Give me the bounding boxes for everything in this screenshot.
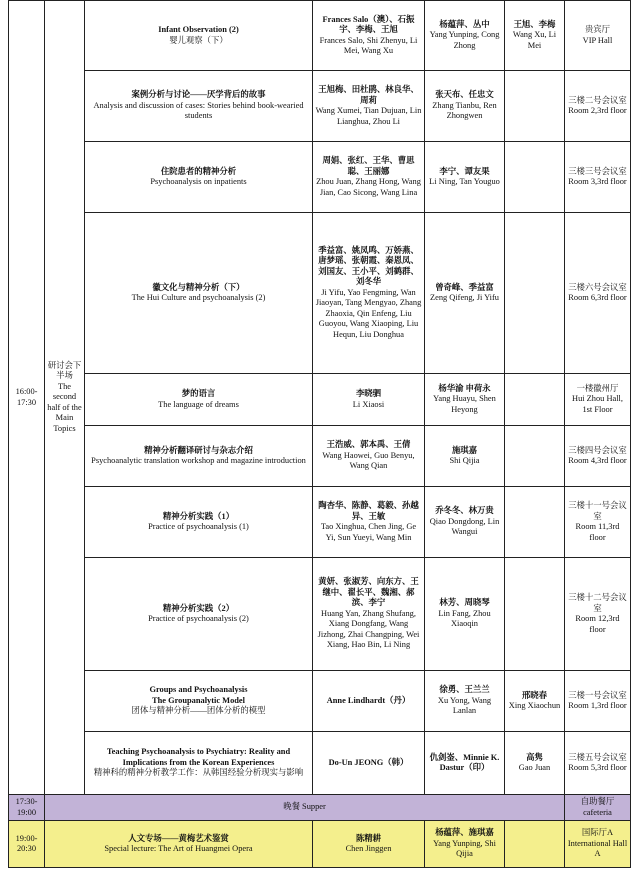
extra-cell <box>505 374 565 426</box>
extra-cell: 王旭、李梅 Wang Xu, Li Mei <box>505 1 565 71</box>
room-cell: 三楼三号会议室 Room 3,3rd floor <box>565 142 631 213</box>
session-time: 16:00-17:30 <box>9 1 45 795</box>
speakers-cell: 王旭梅、田杜鹃、林良华、周莉 Wang Xumei, Tian Dujuan, Lin Lianghua, Zhou Li <box>313 71 425 142</box>
lecture-speaker: 陈精耕 Chen Jinggen <box>313 821 425 868</box>
topic-cell: 住院患者的精神分析 Psychoanalysis on inpatients <box>85 142 313 213</box>
extra-cell <box>505 558 565 671</box>
room-cell: 三楼十二号会议室 Room 12,3rd floor <box>565 558 631 671</box>
lecture-topic: 人文专场——黄梅艺术鉴赏 Special lecture: The Art of Huangmei Opera <box>45 821 313 868</box>
topic-cell: Teaching Psychoanalysis to Psychiatry: Reality and Implications from the Korean Experiences 精神科的精神分析教学工作：从韩国经验分析现实与影响 <box>85 732 313 795</box>
extra-cell: 高隽 Gao Juan <box>505 732 565 795</box>
chair-cell: 张天布、任忠文 Zhang Tianbu, Ren Zhongwen <box>425 71 505 142</box>
chair-cell: 曾奇峰、季益富 Zeng Qifeng, Ji Yifu <box>425 213 505 374</box>
topic-cell: 徽文化与精神分析（下） The Hui Culture and psychoanalysis (2) <box>85 213 313 374</box>
table-row <box>9 374 631 426</box>
extra-cell <box>505 71 565 142</box>
speakers-cell: 黄妍、张淑芳、向东方、王继中、翟长平、魏湘、郝滨、李宁 Huang Yan, Zhang Shufang, Xiang Dongfang, Wang Jizhong, Zhai Changping, Wei Xiang, Hao Bin, Li Ning <box>313 558 425 671</box>
table-row <box>9 71 631 142</box>
lecture-row <box>9 821 631 868</box>
supper-row <box>9 795 631 821</box>
table-row <box>9 213 631 374</box>
chair-cell: 乔冬冬、林万贵 Qiao Dongdong, Lin Wangui <box>425 487 505 558</box>
table-row <box>9 671 631 732</box>
chair-cell: 林芳、周晓琴 Lin Fang, Zhou Xiaoqin <box>425 558 505 671</box>
topic-cell: 案例分析与讨论——厌学背后的故事 Analysis and discussion of cases: Stories behind book-wearied students <box>85 71 313 142</box>
speakers-cell: Frances Salo（澳）、石振宇、李梅、王旭 Frances Salo, Shi Zhenyu, Li Mei, Wang Xu <box>313 1 425 71</box>
topic-cell: 梦的语言 The language of dreams <box>85 374 313 426</box>
extra-cell <box>505 487 565 558</box>
lecture-chair: 杨蕴萍、施琪嘉 Yang Yunping, Shi Qijia <box>425 821 505 868</box>
table-row <box>9 732 631 795</box>
table-row <box>9 1 631 71</box>
supper-time: 17:30-19:00 <box>9 795 45 821</box>
supper-label: 晚餐 Supper <box>45 795 565 821</box>
room-cell: 三楼五号会议室 Room 5,3rd floor <box>565 732 631 795</box>
extra-cell <box>505 426 565 487</box>
chair-cell: 徐勇、王兰兰 Xu Yong, Wang Lanlan <box>425 671 505 732</box>
room-cell: 三楼一号会议室 Room 1,3rd floor <box>565 671 631 732</box>
table-row <box>9 426 631 487</box>
room-cell: 三楼二号会议室 Room 2,3rd floor <box>565 71 631 142</box>
lecture-extra <box>505 821 565 868</box>
session-label: 研讨会下半场 The second half of the Main Topics <box>45 1 85 795</box>
speakers-cell: Do-Un JEONG（韩） <box>313 732 425 795</box>
chair-cell: 李宁、谭友果 Li Ning, Tan Youguo <box>425 142 505 213</box>
table-row <box>9 558 631 671</box>
room-cell: 三楼十一号会议室 Room 11,3rd floor <box>565 487 631 558</box>
supper-room: 自助餐厅 cafeteria <box>565 795 631 821</box>
speakers-cell: 周娟、张红、王华、曹思聪、王丽娜 Zhou Juan, Zhang Hong, Wang Jian, Cao Sicong, Wang Lina <box>313 142 425 213</box>
room-cell: 三楼四号会议室 Room 4,3rd floor <box>565 426 631 487</box>
chair-cell: 施琪嘉 Shi Qijia <box>425 426 505 487</box>
speakers-cell: 陶杏华、陈静、葛毅、孙越异、王敏 Tao Xinghua, Chen Jing, Ge Yi, Sun Yueyi, Wang Min <box>313 487 425 558</box>
room-cell: 贵宾厅 VIP Hall <box>565 1 631 71</box>
extra-cell: 邢晓春 Xing Xiaochun <box>505 671 565 732</box>
chair-cell: 杨华渝 申荷永 Yang Huayu, Shen Heyong <box>425 374 505 426</box>
speakers-cell: Anne Lindhardt（丹） <box>313 671 425 732</box>
speakers-cell: 季益富、姚凤鸣、万娇燕、唐梦瑶、张朝霞、秦恩凤、刘国友、王小平、刘鹤群、刘冬华 Ji Yifu, Yao Fengming, Wan Jiaoyan, Tang Mengyao, Zhang Zhaoxia, Qin Enfeng, Liu Guoyou, Wang Xiaoping, Liu Hequn, Liu Donghua <box>313 213 425 374</box>
speakers-cell: 王浩威、郭本禹、王倩 Wang Haowei, Guo Benyu, Wang Qian <box>313 426 425 487</box>
lecture-time: 19:00-20:30 <box>9 821 45 868</box>
topic-cell: Groups and Psychoanalysis The Groupanalytic Model 团体与精神分析——团体分析的模型 <box>85 671 313 732</box>
table-row <box>9 142 631 213</box>
room-cell: 三楼六号会议室 Room 6,3rd floor <box>565 213 631 374</box>
topic-cell: 精神分析实践（2） Practice of psychoanalysis (2) <box>85 558 313 671</box>
topic-cell: 精神分析实践（1） Practice of psychoanalysis (1) <box>85 487 313 558</box>
chair-cell: 杨蕴萍、丛中 Yang Yunping, Cong Zhong <box>425 1 505 71</box>
speakers-cell: 李晓驷 Li Xiaosi <box>313 374 425 426</box>
table-row <box>9 487 631 558</box>
lecture-room: 国际厅A International Hall A <box>565 821 631 868</box>
room-cell: 一楼徽州厅 Hui Zhou Hall, 1st Floor <box>565 374 631 426</box>
extra-cell <box>505 142 565 213</box>
topic-cell: 精神分析翻译研讨与杂志介绍 Psychoanalytic translation workshop and magazine introduction <box>85 426 313 487</box>
extra-cell <box>505 213 565 374</box>
schedule-table <box>8 0 631 868</box>
topic-cell: Infant Observation (2) 婴儿观察（下） <box>85 1 313 71</box>
chair-cell: 仇剑崟、Minnie K. Dastur（印） <box>425 732 505 795</box>
